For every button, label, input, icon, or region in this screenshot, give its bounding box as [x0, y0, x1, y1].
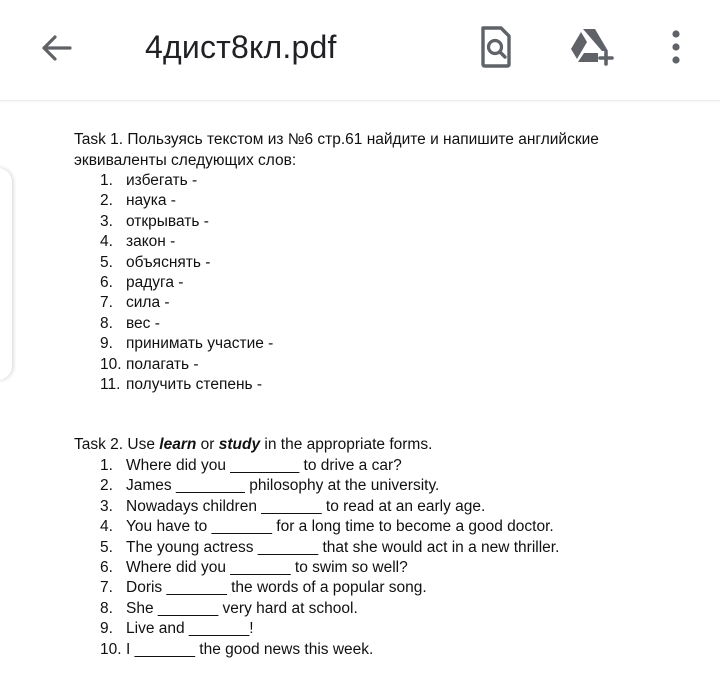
side-panel-handle[interactable] [0, 168, 12, 380]
list-item: 5. The young actress _______ that she would act in a new thriller. [100, 538, 560, 556]
list-item: 1. избегать - [100, 172, 198, 189]
list-item: 3. открывать - [100, 212, 209, 230]
pdf-page [74, 130, 694, 660]
task1-list [74, 171, 694, 395]
add-to-drive-button[interactable] [568, 24, 612, 70]
list-item: 6. Where did you _______ to swim so well? [100, 559, 408, 576]
drive-add-icon [568, 24, 616, 70]
task2-list [74, 456, 694, 660]
list-item: 3. Nowadays children _______ to read at an early age. [100, 497, 486, 515]
task2-heading: Task 2. Use learn or study in the appropriate forms. [74, 436, 433, 454]
task1-heading-line2: эквиваленты следующих слов: [74, 151, 297, 169]
list-item: 4. You have to _______ for a long time to become a good doctor. [100, 518, 554, 536]
list-item: 4. закон - [100, 233, 176, 251]
task1-heading [74, 130, 694, 171]
list-item: 9. принимать участие - [100, 335, 274, 353]
arrow-left-icon [34, 26, 78, 70]
list-item: 7. сила - [100, 294, 170, 312]
search-document-icon [474, 24, 518, 70]
list-item: 7. Doris _______ the words of a popular song. [100, 579, 427, 597]
list-item: 6. радуга - [100, 274, 184, 292]
search-in-document-button[interactable] [474, 24, 518, 70]
list-item: 8. She _______ very hard at school. [100, 599, 358, 617]
list-item: 10. полагать - [100, 355, 199, 373]
more-vert-icon [654, 24, 698, 70]
list-item: 5. объяснять - [100, 253, 211, 271]
list-item: 9. Live and _______! [100, 620, 254, 638]
back-button[interactable] [34, 26, 78, 70]
list-item: 8. вес - [100, 314, 160, 332]
task1-heading-line1: Task 1. Пользуясь текстом из №6 стр.61 найдите и напишите английские [74, 131, 599, 148]
list-item: 2. наука - [100, 192, 176, 210]
more-options-button[interactable] [654, 24, 698, 70]
list-item: 2. James ________ philosophy at the university. [100, 477, 440, 495]
top-app-bar [0, 0, 720, 101]
list-item: 1. Where did you ________ to drive a car? [100, 456, 402, 474]
list-item: 10. I _______ the good news this week. [100, 640, 374, 658]
document-title: 4дист8кл.pdf [145, 29, 337, 65]
list-item: 11. получить степень - [100, 376, 263, 394]
